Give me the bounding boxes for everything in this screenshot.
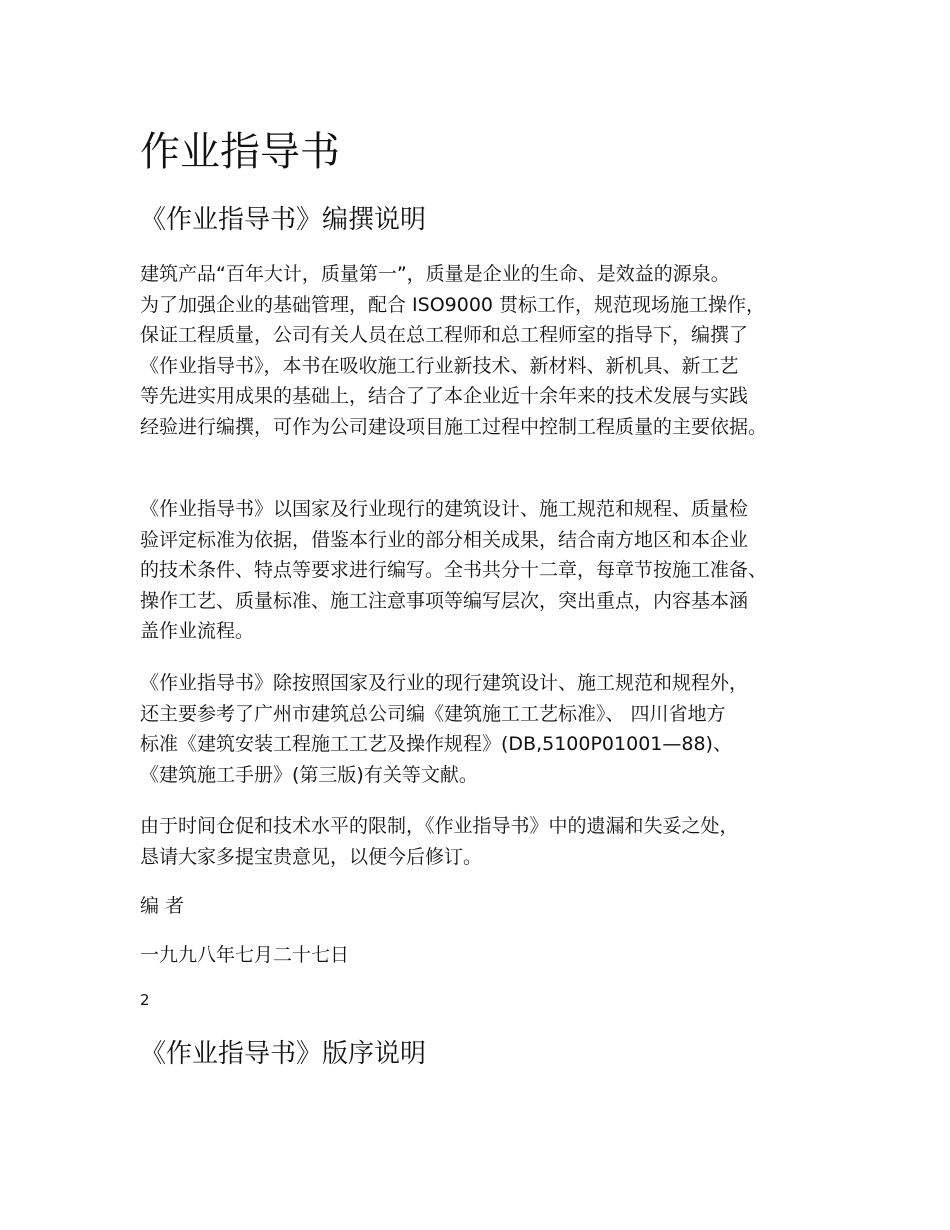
- paragraph-line: 建筑产品“百年大计，质量第一”，质量是企业的生命、是效益的源泉。: [140, 263, 730, 285]
- paragraph-line: 《作业指导书》除按照国家及行业的现行建筑设计、施工规范和规程外，: [140, 672, 749, 694]
- paragraph-line: 《作业指导书》以国家及行业现行的建筑设计、施工规范和规程、质量检: [140, 498, 749, 520]
- paragraph-basis: [140, 494, 840, 647]
- paragraph-line: 保证工程质量，公司有关人员在总工程师和总工程师室的指导下，编撰了: [140, 324, 749, 346]
- section-heading-compilation-notes: 《作业指导书》编撰说明: [140, 205, 427, 235]
- paragraph-line: 经验进行编撰，可作为公司建设项目施工过程中控制工程质量的主要依据。: [140, 415, 768, 438]
- paragraph-line: 《建筑施工手册》(第三版)有关等文献。: [140, 763, 478, 786]
- paragraph-line: 为了加强企业的基础管理，配合 ISO9000 贯标工作，规范现场施工操作，: [140, 293, 766, 316]
- paragraph-line: 由于时间仓促和技术水平的限制，《作业指导书》中的遗漏和失妥之处，: [140, 815, 739, 837]
- signature: 编 者: [140, 895, 185, 917]
- paragraph-line: 恳请大家多提宝贵意见，以便今后修订。: [140, 845, 483, 868]
- paragraph-line: 《作业指导书》，本书在吸收施工行业新技术、新材料、新机具、新工艺: [140, 354, 739, 377]
- document-title: 作业指导书: [140, 129, 340, 175]
- paragraph-line: 还主要参考了广州市建筑总公司编《建筑施工工艺标准》、 四川省地方: [140, 702, 726, 725]
- paragraph-line: 验评定标准为依据，借鉴本行业的部分相关成果，结合南方地区和本企业: [140, 528, 749, 551]
- paragraph-line: 盖作业流程。: [140, 620, 255, 642]
- section-heading-edition-notes: 《作业指导书》版序说明: [140, 1039, 427, 1069]
- page-number: 2: [140, 991, 150, 1009]
- paragraph-line: 等先进实用成果的基础上，结合了了本企业近十余年来的技术发展与实践: [140, 385, 749, 407]
- date: 一九九八年七月二十七日: [140, 944, 350, 966]
- paragraph-line: 操作工艺、质量标准、施工注意事项等编写层次，突出重点，内容基本涵: [140, 589, 749, 612]
- paragraph-references: [140, 668, 840, 790]
- paragraph-line: 的技术条件、特点等要求进行编写。全书共分十二章，每章节按施工准备、: [140, 559, 768, 581]
- paragraph-line: 标准《建筑安装工程施工工艺及操作规程》(DB,5100P01001—88)、: [140, 733, 732, 755]
- paragraph-intro: [140, 259, 840, 442]
- paragraph-feedback: [140, 811, 840, 872]
